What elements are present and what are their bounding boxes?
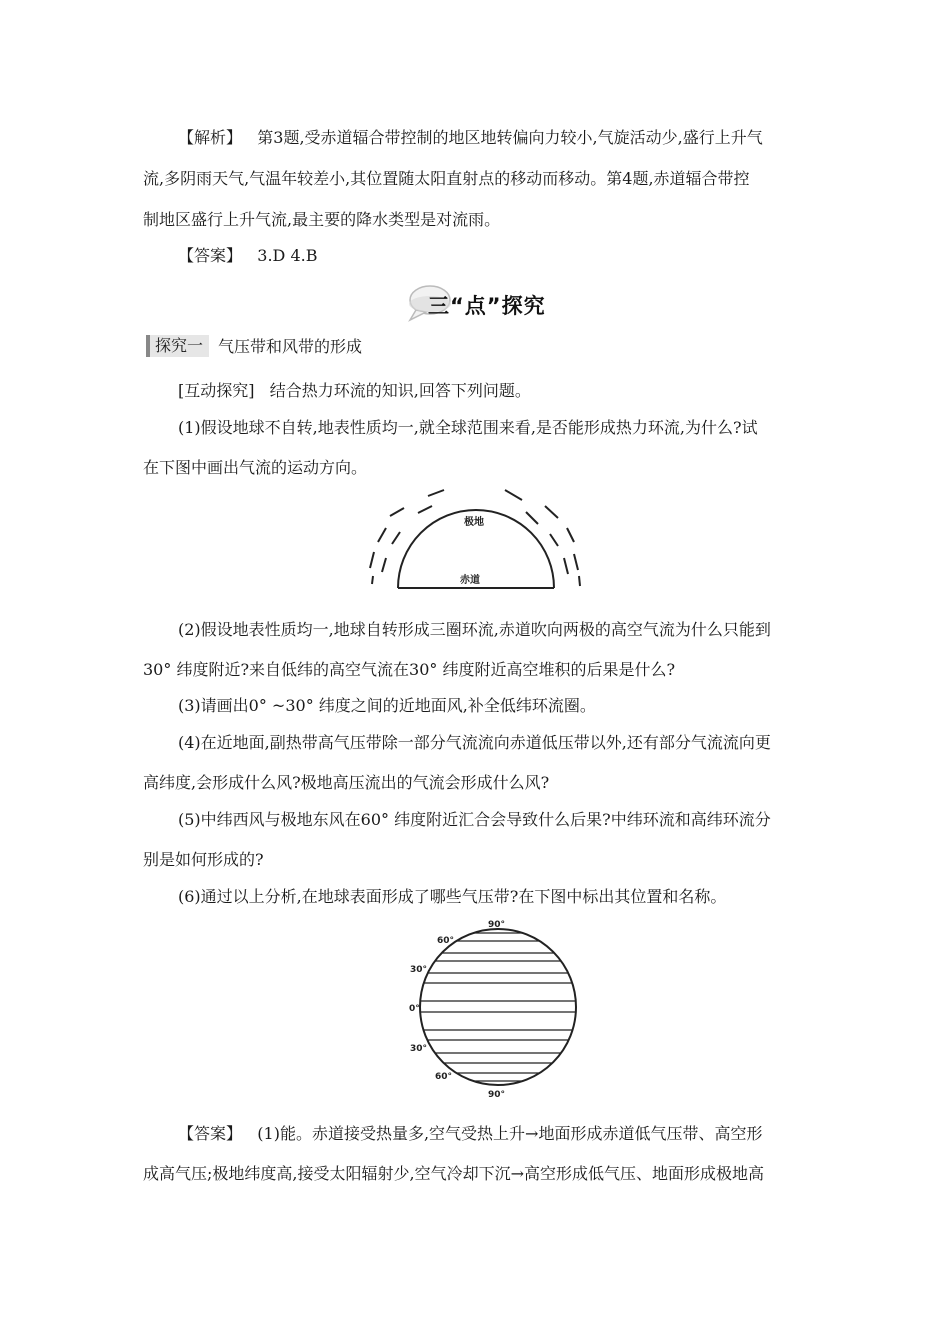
analysis-line-2: 流,多阴雨天气,气温年较差小,其位置随太阳直射点的移动而移动。第4题,赤道辐合带控 xyxy=(143,169,750,188)
question-4-line-2: 高纬度,会形成什么风?极地高压流出的气流会形成什么风? xyxy=(143,773,550,792)
answer-text: 3.D 4.B xyxy=(257,246,318,265)
answer-2-line-2: 成高气压;极地纬度高,接受太阳辐射少,空气冷却下沉→高空形成低气压、地面形成极地高 xyxy=(143,1164,764,1183)
question-2-line-2: 30° 纬度附近?来自低纬的高空气流在30° 纬度附近高空堆积的后果是什么? xyxy=(143,660,676,679)
analysis-label: 【解析】 xyxy=(178,128,243,147)
hemisphere-diagram xyxy=(360,488,590,596)
globe-diagram xyxy=(400,915,590,1100)
equator-label: 赤道 xyxy=(460,575,480,586)
question-1-line-1: (1)假设地球不自转,地表性质均一,就全球范围来看,是否能形成热力环流,为什么?试 xyxy=(178,418,758,437)
explore-title: 气压带和风带的形成 xyxy=(218,337,363,356)
explore-intro: [互动探究] 结合热力环流的知识,回答下列问题。 xyxy=(178,381,531,400)
question-5-line-2: 别是如何形成的? xyxy=(143,850,264,869)
question-1-line-2: 在下图中画出气流的运动方向。 xyxy=(143,458,368,477)
explore-label: 探究一 xyxy=(146,335,209,357)
answer-label: 【答案】 xyxy=(178,246,243,265)
section-title: 三“点”探究 xyxy=(428,294,546,318)
lat-label-60-south: 60° xyxy=(435,1072,453,1082)
question-5-line-1: (5)中纬西风与极地东风在60° 纬度附近汇合会导致什么后果?中纬环流和高纬环流分 xyxy=(178,810,771,829)
question-6: (6)通过以上分析,在地球表面形成了哪些气压带?在下图中标出其位置和名称。 xyxy=(178,887,727,906)
lat-label-90-south: 90° xyxy=(488,1090,506,1100)
answer-line xyxy=(178,246,848,266)
lat-label-90-north: 90° xyxy=(488,920,506,930)
analysis-line-3: 制地区盛行上升气流,最主要的降水类型是对流雨。 xyxy=(143,210,501,229)
answer-2-line-1: 【答案】 (1)能。赤道接受热量多,空气受热上升→地面形成赤道低气压带、高空形 xyxy=(178,1124,763,1143)
lat-label-0: 0° xyxy=(409,1004,420,1014)
answer-2-label: 【答案】 xyxy=(178,1124,243,1143)
pole-label: 极地 xyxy=(464,517,484,528)
latitude-lines xyxy=(400,933,590,1081)
analysis-line-1: 【解析】 第3题,受赤道辐合带控制的地区地转偏向力较小,气旋活动少,盛行上升气 xyxy=(178,128,763,147)
lat-label-60-north: 60° xyxy=(437,936,455,946)
flow-dashes xyxy=(370,490,580,586)
lat-label-30-south: 30° xyxy=(410,1044,428,1054)
lat-label-30-north: 30° xyxy=(410,965,428,975)
question-2-line-1: (2)假设地表性质均一,地球自转形成三圈环流,赤道吹向两极的高空气流为什么只能到 xyxy=(178,620,771,639)
question-4-line-1: (4)在近地面,副热带高气压带除一部分气流流向赤道低压带以外,还有部分气流流向更 xyxy=(178,733,771,752)
question-3: (3)请画出0° ~30° 纬度之间的近地面风,补全低纬环流圈。 xyxy=(178,696,596,715)
